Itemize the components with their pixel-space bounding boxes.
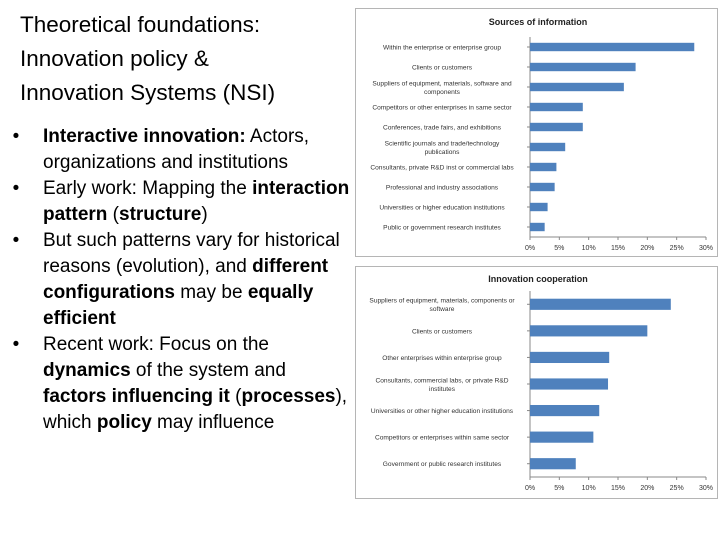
category-label: Suppliers of equipment, materials, components or [369,297,515,305]
bullet-dot: • [12,178,20,199]
bar [530,103,583,111]
category-label: Clients or customers [411,328,473,336]
title-line: Theoretical foundations: [20,12,261,37]
bullet-text-bold: structure [119,204,202,225]
bullet-text-bold: different configurations [43,256,329,303]
bullet-text-bold: equally efficient [43,282,314,329]
bullet-text-bold: factors influencing it [43,386,230,407]
x-tick-label: 0% [524,245,536,252]
bullet-item [6,332,350,436]
x-tick-label: 15% [610,245,626,252]
bar [530,432,593,443]
bar [530,83,624,91]
bullet-text-bold: interaction pattern [43,178,350,225]
bullet-text: But such patterns vary for historical reasons (evolution), and [43,230,340,277]
bar [530,325,647,336]
innovation-cooperation-chart [355,266,718,499]
bullet-text: Early work: Mapping the [43,178,253,199]
bullet-dot: • [12,334,20,355]
category-label: Universities or higher education institutions [379,204,505,212]
category-label: publications [424,148,460,156]
bullet-text: Recent work: Focus on the [43,334,269,355]
chart-title: Sources of information [488,17,588,27]
bullet-text-bold: Interactive innovation: [43,126,246,147]
bar [530,405,599,416]
x-tick-label: 25% [669,485,684,492]
bullet-text-bold: processes [241,386,336,407]
bar [530,163,556,171]
sources-of-information-chart [355,8,718,257]
category-label: Scientific journals and trade/technology [384,140,500,148]
bar [530,143,565,151]
x-tick-label: 10% [581,245,596,252]
bullet-dot: • [12,126,20,147]
x-tick-label: 25% [669,245,684,252]
category-label: Competitors or other enterprises in same sector [372,104,512,112]
slide-title [20,8,350,110]
category-label: Conferences, trade fairs, and exhibitions [382,124,502,132]
bullet-item [6,176,350,228]
sources-of-information-svg [356,9,717,256]
x-tick-label: 0% [524,485,536,492]
bullet-text: ( [229,386,242,407]
category-label: software [429,306,455,314]
category-label: Suppliers of equipment, materials, software and [372,80,512,88]
category-label: Within the enterprise or enterprise group [382,44,502,52]
category-label: Consultants, commercial labs, or private R&D [375,377,509,385]
category-label: Clients or customers [411,64,473,72]
innovation-cooperation-svg [356,267,717,498]
bar [530,123,583,131]
title-line: Innovation Systems (NSI) [20,80,276,105]
bar [530,378,608,389]
bullet-text: Actors, organizations and institutions [43,126,310,173]
x-tick-label: 5% [554,485,565,492]
chart-title: Innovation cooperation [488,274,588,284]
bar [530,43,694,51]
x-tick-label: 30% [698,485,714,492]
category-label: Public or government research institutes [383,224,501,232]
category-label: Consultants, private R&D inst or commercial labs [370,164,514,172]
category-label: Government or public research institutes [382,461,502,469]
bar [530,352,609,363]
bullet-text-bold: dynamics [43,360,131,381]
bullet-text: may be [174,282,248,303]
x-tick-label: 15% [610,485,626,492]
bullet-item [6,228,350,332]
bullet-text: ) [201,204,208,225]
x-tick-label: 10% [581,485,596,492]
category-label: Professional and industry associations [385,184,499,192]
x-tick-label: 20% [640,245,655,252]
x-tick-label: 20% [640,485,655,492]
title-line: Innovation policy & [20,46,209,71]
bullet-text: of the system and [130,360,286,381]
bar [530,299,671,310]
bullet-text: ), which [43,386,348,433]
bullet-dot: • [12,230,20,251]
bullet-text-bold: policy [96,412,152,433]
bar [530,223,545,231]
bullet-item [6,124,350,176]
category-label: Universities or other higher education institutions [370,408,514,416]
bullet-list [6,124,350,436]
bar [530,203,548,211]
bullet-text: may influence [151,412,275,433]
category-label: components [424,88,460,96]
bar [530,183,555,191]
category-label: Competitors or enterprises within same sector [374,434,510,442]
category-label: institutes [428,385,456,393]
category-label: Other enterprises within enterprise group [382,354,502,362]
x-tick-label: 30% [698,245,714,252]
x-tick-label: 5% [554,245,565,252]
bar [530,63,636,71]
bar [530,458,576,469]
bullet-text: ( [107,204,120,225]
